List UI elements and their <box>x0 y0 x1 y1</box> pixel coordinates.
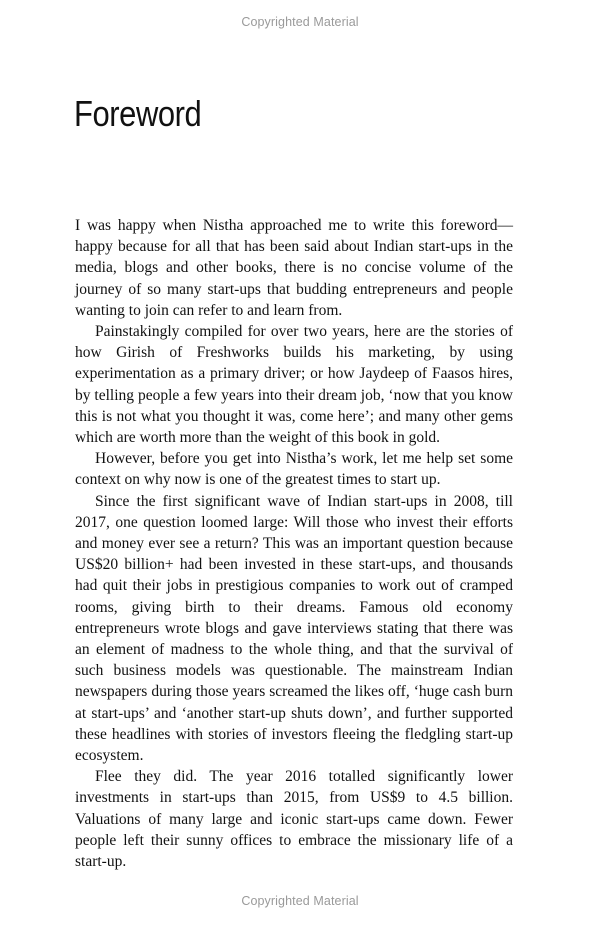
paragraph-2: Painstakingly compiled for over two years, here are the stories of how Girish of Freshworks builds his marketing, by using experimentation as a primary driver; or how Jaydeep of Faasos hires, by telling people a few years into their dream job, ‘now that you know this is not what you thought it was, come here’; and many other gems which are worth more than the weight of this book in gold. <box>75 323 513 447</box>
paragraph-5: Flee they did. The year 2016 totalled significantly lower investments in start-ups than 2015, from US$9 to 4.5 billion. Valuations of many large and iconic start-ups came down. Fewer people left their sunny offices to embrace the missionary life of a start-up. <box>75 768 513 871</box>
chapter-title: Foreword <box>74 93 202 134</box>
paragraph-3: However, before you get into Nistha’s work, let me help set some context on why now is one of the greatest times to start up. <box>75 450 513 489</box>
watermark-top: Copyrighted Material <box>241 15 359 29</box>
paragraph-4: Since the first significant wave of Indian start-ups in 2008, till 2017, one question loomed large: Will those who invest their efforts and money ever see a return? This was an important question because US$20 billion+ had been invested in these start-ups, and thousands had quit their jobs in prestigious companies to work out of cramped rooms, giving birth to their dreams. Famous old economy entrepreneurs wrote blogs and gave interviews stating that there was an element of madness to the whole thing, and that the survival of such business models was questionable. The mainstream Indian newspapers during those years screamed the likes off, ‘huge cash burn at start-ups’ and ‘another start-up shuts down’, and further supported these headlines with stories of investors fleeing the fledgling start-up ecosystem. <box>75 492 513 765</box>
body-text <box>75 215 513 872</box>
watermark-bottom: Copyrighted Material <box>241 894 359 908</box>
paragraph-1: I was happy when Nistha approached me to write this foreword—happy because for all that has been said about Indian start-ups in the media, blogs and other books, there is no concise volume of the journey of so many start-ups that budding entrepreneurs and people wanting to join can refer to and learn from. <box>75 217 513 319</box>
